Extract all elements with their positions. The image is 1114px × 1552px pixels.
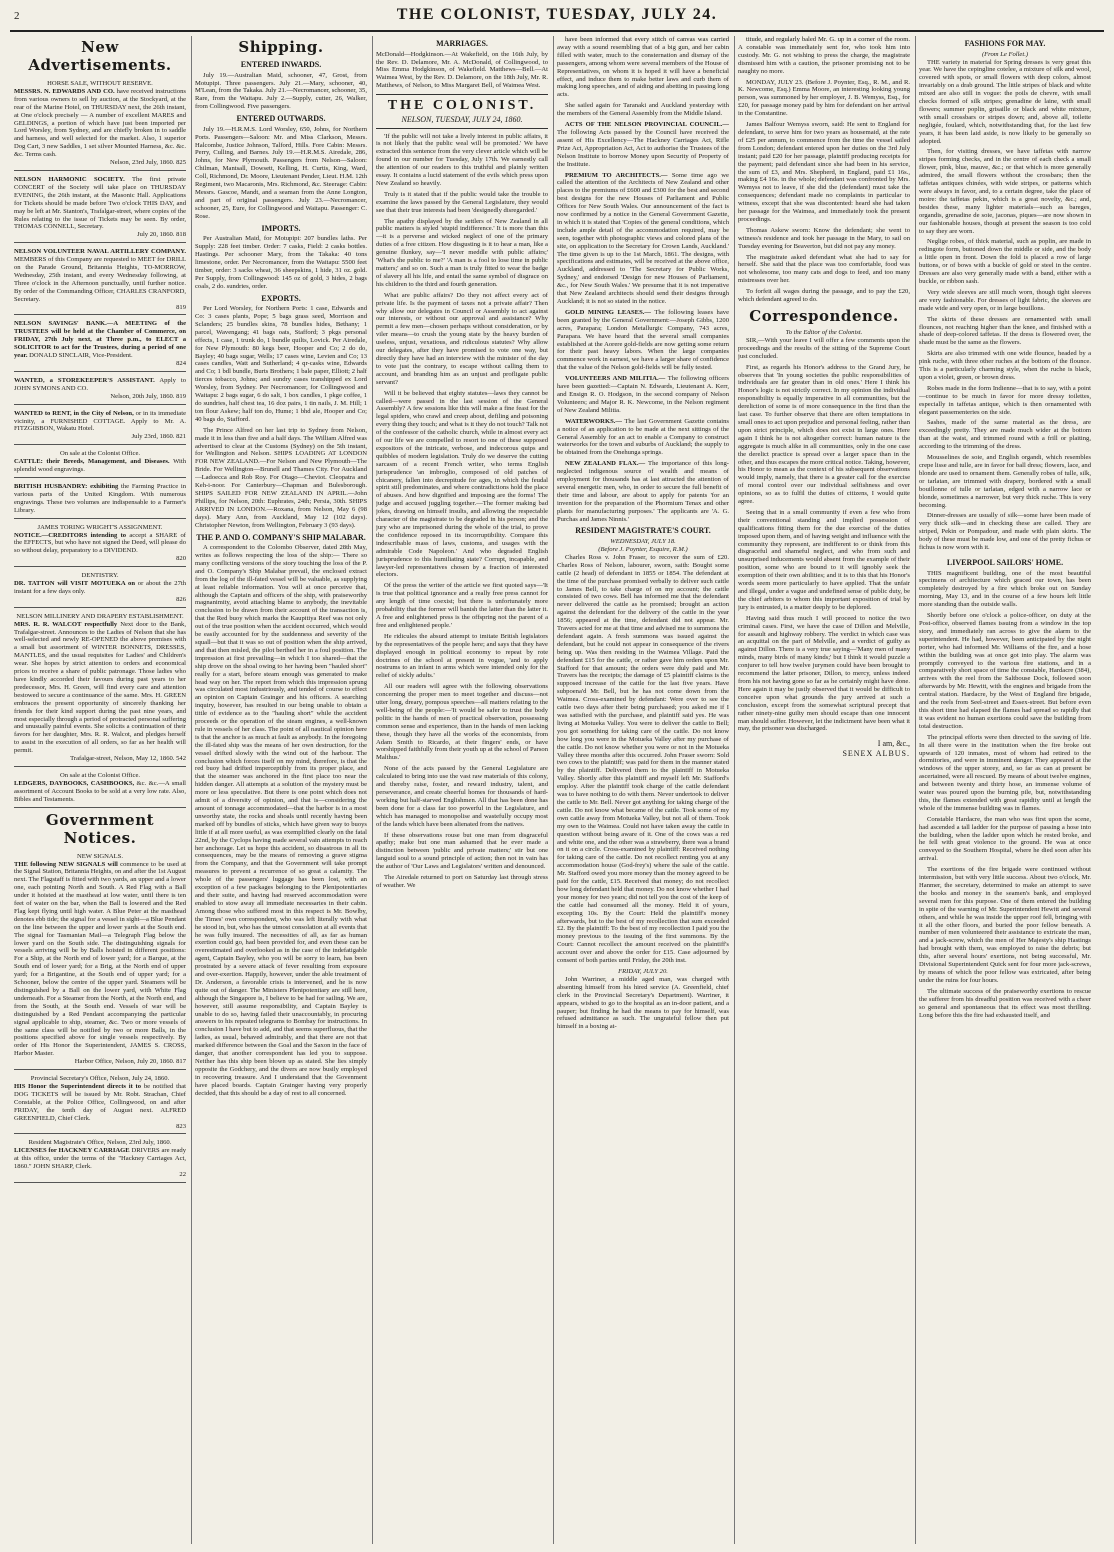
- column-shipping: [195, 36, 367, 1544]
- advertisement: [14, 174, 186, 243]
- ad-text: [14, 88, 186, 159]
- news-item-text: She sailed again for Taranaki and Auckland yesterday with the members of the General Assembly from the Middle Island.: [557, 102, 729, 118]
- ad-text: [14, 458, 186, 474]
- fashion-paragraph: THE variety in material for Spring dresses is very great this year. We have the cepingline cotelee, a mixture of silk and wool, covered with spots, or small flowers with deep colors, almost invariably on a drab ground. The little stripes of black and white mixed are also still in vogue: the poils de chevre, with small checks formed of silk stripes; grenadine de laine, with small flowers; summer poplin, grisaille or black and white mixture, with small crossbars or stripes down; and, above all, toilette negligée, foulard, which, notwithstanding that, for the last few years, it has been laid aside, is now likely to be generally so adopted.: [919, 58, 1091, 145]
- news-item-text: The following leases have been granted by the General Government:—Joseph Gibbs, 1200 acres, Parapara; London Metallurgic Company, 743 acres, Parapara. We have heard that the several small companies established at the Aorere gold-fields are now getting some return for their past heavy labors. When the large companies commence work in earnest, we have a larger share of confidence that the value of the Nelson gold-fields will be fully tested.: [557, 308, 729, 372]
- ad-title: DENTISTRY.: [81, 572, 119, 580]
- news-paragraph: [557, 460, 729, 523]
- news-item-text: have been informed that every stitch of canvas was carried away with a sound resembling that of a big gun, and her cabin filled with water, much to the consternation and dismay of the passengers, among whom were several members of the House of Representatives, on whom it is hoped it will have a beneficial effect, and induce them to make better laws and curb them of making long speeches, and of aiding and abetting in passing long acts.: [557, 36, 729, 99]
- ad-signoff: 824: [176, 360, 186, 367]
- ad-text: [14, 532, 186, 556]
- ad-body: Next door to the Bank, Trafalgar-street. Announces to the Ladies of Nelson that she has well-selected and newly RE-OPENED the above premises with a small but assortment of WINTER BONNETS, DRESSES, MANTLES, and the usual requisites for Ladies' and Children's wear. She hopes by strict attention to orders and economical prices to receive a share of public patronage. Those ladies who have kindly accorded their favours during past years to her predecessor, Mrs. H. Green, will find every care and attention bestowed to secure a continuance of the same. Mrs. H. GREEN embraces the present opportunity of sincerely thanking her friends for their kind support during the past nine years, and most especially through a period of protracted personal suffering and unusually painful events. She solicits a continuation of their favors for her daughter, Mrs. R. R. Walcot, and pledges herself to assist in the execution of all orders, so far as her health will permit.: [14, 620, 186, 755]
- ad-signoff: 819: [176, 303, 186, 311]
- advertisement: [14, 448, 186, 478]
- ad-body: MEMBERS of this Company are requested to MEET for DRILL on the Parade Ground, Britannia Heights, TO-MORROW, Wednesday, 25th instant, and every Wednesday following, at Three o'clock in the Afternoon punctually, until further notice. By order of the Commanding Officer, CHARLES CRANFORD, Secretary.: [14, 256, 186, 303]
- ad-signoff: 823: [176, 1122, 186, 1130]
- newspaper-title: THE COLONIST, TUESDAY, JULY 24.: [396, 6, 718, 23]
- editorial-paragraph: Will it be believed that eighty statutes—laws they cannot be called—were passed in the last session of the General Assembly? A few sessions like this will make a fine feast for the legal spiders, who crawl and creep about, defiling and poisoning every thing they touch; and what is it they do not touch? Talk not of the confessor of the catholic church, while in almost every act of our life we are compelled to resort to one of these supposed expositors of the intricate, verbose, and indecorous quips and quibbles of modern legislation. Truly do we deserve the cutting sarcasm of a recent French writer, who terms English jurisprudence 'an imbroglio, composed of old patches of chicanery, fallen into decrepitude for ages, in which the feudal spirit still predominates, and where contradictions hold the place of abuses. And how dignified and imposing are the forms! The judge and accused juggling together.—The former making bad jokes, drawing on himself insults, and allowing the respectable character of the magistrate to be degraded in his person; and the jury who are imprisoned during the whole of the trial, to prove the confidence reposed in its incorruptibility. Compare this indescribable mass of laws, customs, and usages with the admirable Code Napoleon.' And who degraded English jurisprudence to this humiliating state? Corrupt, incapable, and lawyer-led representatives chosen by a fraction of interested electors.: [376, 389, 548, 579]
- court-report: Charles Ross v. John Fraser, to recover the sum of £20. Charles Ross of Nelson, labourer, sworn, saith: Bought some cattle (2 head) of defendant in 1855 or 1854. The defendant at the time of the purchase promised verbally to deliver such cattle to James Bell, to take charge of on my account; the cattle consisted of two cows. Bell has informed me that the defendant never delivered the cattle as he promised; brought an action against the defendant for the delivery of the cattle in the year 1856; appeared at the time, defendant did not appear. Mr. Travers acted for me at that time and advised me to summons the defendant again. A fresh summons was issued against the defendant, but he could not appear in consequence of the rivers being up. Was then residing in the Waimea Village. Paid the defendant £15 for the cattle, or rather gave him orders upon Mr. Stafford for that amount; the orders were duly paid and Mr. Travers has the receipts; the damage of £5 plaintiff claims is the supposed increase of the cattle for the last five years. Have subpoena'd Mr. Bell, but he has not come down from the Waimea. Cross-examined by defendant: Were over to see the cattle two days after their being purchased; you asked me if I was satisfied with the purchase, and plaintiff said yes. He was living at Motueka Valley. You were to deliver the cattle to Bell; you got something for taking care of the cattle. Do not know how long you were in the Motueka Valley after my purchase of the cattle. Do not know whether you were or not in the Motueka Valley three months after this occurred. John Fraser sworn: Sold two cows to the plaintiff; was paid for them in the manner stated by the plaintiff. Delivered them to the plaintiff in Motueka Valley. Shortly after this plaintiff and myself left Mr. Stafford's employ. After the plaintiff took charge of the cattle defendant was to have nothing to do with them. Never undertook to deliver the cattle to Mr. Bell. Never got anything for taking charge of the cattle. Do not know what became of the cattle. Took some of my own cattle away from Motueka Valley, but not all of them. Took my own to the Waimea. Could not have taken away the cattle in question without being aware of it. One of the cows was a red and white one, and the other was a strawberry, there was a brand on it on a circle. Cross-examined by plaintiff: Received nothing for taking care of the cattle. Do not recollect renting you at any accommodation house (God-frey's) where the sale of the cattle. Mr. Stafford owed you more money than the money agreed to be paid for the cattle, £15. Received that money; do not recollect how long defendant held that money. Do not know whether I had your money for two years; did not tell you the cost of the keep of the cattle had consumed all the money. Held it of yours, excepting 10s. By the Court: Held the plaintiff's money afterwards, but to the best of my recollection that sum exceeded £2. By the plaintiff: To the best of my recollection I paid you the money previous to the issuing of the first summons. By the Court: Cannot recollect the amount received on the plaintiff's account over and above the order for £15. Case adjourned by consent of both parties until Friday, the 20th inst.: [557, 553, 729, 965]
- ad-title: Provincial Secretary's Office, Nelson, July 24, 1860.: [30, 1075, 170, 1083]
- fashion-paragraph: Neglige robes, of thick material, such as poplin, are made in redingote form, buttoned down the middle or side, and the body a little open in front. Down the fold is placed a row of large buttons, or of bows with a buckle of gold or steel in the centre. Dresses are also very generally made with a band, either with a buckle, or ribbon sash.: [919, 238, 1091, 285]
- advertisement: [14, 611, 186, 767]
- court-continued: [738, 36, 910, 304]
- court-date: WEDNESDAY, JULY 18.: [610, 538, 676, 546]
- ad-lead: WANTED to RENT, in the City of Nelson,: [14, 409, 134, 417]
- fashion-paragraph: Then, for visiting dresses, we have taffetas with narrow stripes forming checks, and in the centre of each check a small flower, pink, blue, mauve, &c.; or that which is more generally admired, the small flowers without the crossbars; then the taffetas antiques chinées, with wide stripes, or patterns which were always in favor, and, to a certain degree, take the place of moire: the taffetas pekin, which is a great novelty, &c.; and, besides these, many lighter materials—such as bareges, organdis, grenadine de soie, jaconas, piques—are now shown in our fashionable houses, though at present the season is too cold to say they are worn.: [919, 148, 1091, 235]
- news-paragraph: [557, 375, 729, 415]
- advertisement: [14, 481, 186, 519]
- letter-signature: [738, 739, 910, 758]
- editorial-paragraph: Of the press the writer of the article we first quoted says—'It is true that political ignorance and a really free press cannot for any length of time coexist; but there is unfortunately more probability that the former will banish the latter than the latter it. A free and enlightened press is the offspring not the parent of a free and enlightened people.': [376, 582, 548, 629]
- court-friday-report: John Warriner, a middle aged man, was charged with absenting himself from his hired service (A. Greenfield, chief clerk in the Provincial Secretary's Department). Warriner, it appears, wished to go to the hospital as an in-door patient, and a pauper; but finding he had the means to pay for himself, was refused admittance as such. The ungrateful fellow then put himself in a boxing at-: [557, 975, 729, 1031]
- letter-paragraph: Seeing that in a small community if even a few who from their conventional standing and implied possession of qualifications fitting them for the due exercise of the duties imposed upon them, and of having weight and influence with the community they represent, are indifferent to or think from this disgraceful and shameful neglect, and who from such and unsurprised inducements would absent from the example of their position, some who are bound to it will ignobly seek the exemption of their own abilities; and it is to this that his Honor's words seem more particularly to have applied. That the unfair and illegal, under a vague and undefined sense of public duty, be the chief arbiters to whom this important exposition of trial by jury is entrusted, is a matter deeply to be deplored.: [738, 508, 910, 611]
- shipping-subheading: IMPORTS.: [261, 223, 301, 233]
- column-court-correspondence: [738, 36, 910, 1544]
- ad-body: or in its immediate vicinity, a FURNISHED COTTAGE. Apply to Mr. A. FITZGIBBON, Wakatu Hotel.: [14, 409, 186, 433]
- ad-title: Resident Magistrate's Office, Nelson, 23rd July, 1860.: [28, 1139, 172, 1147]
- fashion-article: [919, 59, 1091, 552]
- shipping-paragraph: Per Australian Maid, for Motupipi: 207 bundles laths. Per Supply: 228 feet timber. Order: 7 casks, Field: 2 casks bottles. Hastings. Per schooner Mary, from the Takaka: 40 tons limestone, order. Per Necromancer, from the Waitapu: 5500 feet timber, order: 3 sacks wheat, 36 sheepskins, 1 hide, 31 oz. gold. Per Supply, from Collingwood: 145 oz of gold, 3 hides, 2 bags coals, 2 do. sundries, order.: [195, 235, 367, 290]
- ad-signoff: July 23rd, 1860. 821: [131, 433, 186, 441]
- ad-signoff: 826: [176, 595, 186, 603]
- editorial-body: [376, 133, 548, 890]
- ad-lead: NELSON SAVINGS' BANK.—A MEETING of the TRUSTEES will be held at the Chamber of Commerce, on FRIDAY, 27th July next, at Three p.m., to ELECT a SOLICITOR to act for the Trustees, during a period of one year.: [14, 320, 186, 360]
- editorial-paragraph: The Airedale returned to port on Saturday last through stress of weather. We: [376, 874, 548, 889]
- ad-body: The first private CONCERT of the Society will take place on THURSDAY EVENING, the 26th instant, at the Masonic Hall. Applications for Tickets should be made before Two o'clock THIS DAY, and may be left at Mr. Stanton's, Trafalgar-street, where copies of the Rules relating to the issue of Tickets may be seen. By order, THOMAS CONNELL, Secretary.: [14, 175, 186, 231]
- ad-lead: MESSRS. N. EDWARDS AND CO.: [14, 87, 115, 95]
- editorial-paragraph: If these observations rouse but one man from disgraceful apathy; make but one man ashamed that he ever made a distinction between 'public and private matters;' stir but one languid soul to a sound principle of action; then not in vain has the author of 'Our Laws and Legislators' written and denounced.: [376, 831, 548, 871]
- advertisement: [14, 1137, 186, 1183]
- ad-text: [14, 410, 186, 434]
- column-rule: [553, 36, 554, 1544]
- news-item-text: The following Acts passed by the Council have received the assent of His Excellency—The Hackney Carriages Act, Rifle Prize Act, Appropriation Act, Act to authorise the Trustees of the Nelson Institute to borrow Money upon Security of Property of the Institute.: [557, 128, 729, 168]
- advertisement: [14, 375, 186, 405]
- ad-signoff: Harbor Office, Nelson, July 20, 1860. 817: [74, 1058, 186, 1066]
- news-item-heading: PREMIUM TO ARCHITECTS.—: [565, 171, 668, 179]
- column-rule: [915, 36, 916, 1544]
- editorial-paragraph: What are public affairs? Do they not affect every act of private life. Is the payment of taxes not a private affair? Then why allow our delegates in Council or Assembly to act against our interests, or without our approval and assistance? Why permit a few men—chosen perhaps without consideration, or by viler means—to crush the young state by the heavy burden of useless, unjust, vexatious, and ridiculous statutes? Why allow our delegates, after they have promised to vote one way, but directly they have had an interview with the minister of the day to vote just the contrary, to escape without calling them to account, and branding him as an unjust and profligate public servant?: [376, 291, 548, 386]
- shipping-paragraph: July 19.—H.R.M.S. Lord Worsley, 650, Johns, for Northern Ports. Passengers—Saloon: Mr. and Miss Clarkson, Messrs. Halcombe, Justice Johnson, Talford, Hills. Fore Cabin: Messrs. Perry, Culling, and Barnes. July 19.—H.R.M.S. Airedale, 286, Johns, for New Plymouth. Passengers from Nelson—Saloon: Chilman, Mantsall, Dowsett, Kelling, H. Curtis, King, Ward, Coll, Richmond, Dr. Moore, Lieutenant Pender, Lieut. H.M. 12th Regiment, two Macaronis, Mrs. Richmond, &c. Steerage: Cabin: Messrs. Gascoe, Mandt, and a seaman from the Anne Longton, and part of original passengers. July 23.—Necromancer, schooner, 25, Eure, for Collingwood and Waitapu. Passenger: C. Rose.: [195, 125, 367, 220]
- news-item-text: The following officers have been gazetted:—Captain N. Edwards, Lieutenant A. Kerr, and Ensign R. O. Hodgson, in the second company of Nelson Volunteers; and Major R. K. Newcome, in the Nelson regiment of New Zealand Militia.: [557, 375, 729, 414]
- ad-lead: LICENSES for HACKNEY CARRIAGE: [14, 1147, 130, 1155]
- ad-signoff: 22: [179, 1171, 186, 1179]
- ad-lead: WANTED, a STOREKEEPER'S ASSISTANT.: [14, 376, 155, 384]
- home-paragraph: Shortly before one o'clock a police-officer, on duty at the Post-office, observed flames issuing from a window in the top story, and immediately ran across to give the alarm to the superintendent. He had, however, been anticipated by the night porter, who had informed Mr. Williams of the fire, and a hose within the building was at once got into play. The alarm was promptly conveyed to the various fire stations, and in a comparatively short space of time the constable, Hardacre (384), arrives with the reel from the Saltbouse Dock, followed soon afterwards by Mr. Hewitt, with the engines and brigade from the central station. Hardacre, by the West of England fire brigade, and the reels from Seel-street and Essex-street. But before even this short time had elapsed the flames had spread so rapidly that it was evident no human exertions could save the building from total destruction.: [919, 612, 1091, 730]
- ad-title: On sale at the Colonist Office.: [59, 771, 141, 779]
- ad-signoff: 820: [176, 555, 186, 563]
- shipping-paragraph: July 19.—Australian Maid, schooner, 47, Grost, from Motupipi. Three passengers. July 21.—Mary, schooner, 40, M'Lean, from the Takaka. July 21.—Necromancer, schooner, 35, Rare, from the Waitapu. July 2.—Supply, cutter, 26, Walker, from Collingwood. Five passengers.: [195, 71, 367, 111]
- ad-signoff: Nelson, 20th July, 1860. 819: [110, 392, 186, 400]
- ad-title: NEW SIGNALS.: [76, 852, 124, 860]
- shipping-paragraph: A correspondent to the Colombo Observer, dated 28th May, writes as follows respecting the loss of the ship:— There so many conflicting versions of the story touching the loss of the P. and O. Company's Ship Malabar prevail, the enclosed extract from the log of the ill-fated vessel will be valuable, as supplying at least reliable information. You will at once perceive that, although the Captain and officers of the ship, with praiseworthy magnanimity, avoid attaching blame to anybody, the inevitable conclusion to be drawn from their account of the transaction is, that the Red buoy which marks the Kaupitiya Reef was not only out of the true position when the accident occurred, which would be easily accounted for by the suddenness and severity of the squall—but that it was so out of position when the ship arrived, and that then misled, the pilot berthed her in a foul position. The impression at first prevailing—in which I too shared—that the ship drove on the shoal owing to her having been "hauled short" really for a start, before steam enough was generated to make head way on her. The report from which this impression sprung was circulated most industriously, and tended of course to effect an opinion on Captain Grainger and his officers. A searching inquiry, however, has resulted in our being unable to obtain a tittle of evidence as to the "hauling short" while the accident proceeds or the operation of the steam engines, a well-known rule in vessels of her class. The point of all nautical opinion here is that the anchor is as much at fault as anybody. In the foregoing the ill-fated ship was the means of her own destruction, for the vessel drifted slowly with the wind out of the harbour. The conclusion which forces itself on my mind, therefore, is that the red buoy had drifted imperceptibly from its proper place, and that the steamer was anchored in the first place too near the hidden danger. All attempts at a solution of the mystery must be more or less speculative. But there is one point which does not admit of a diversity of opinion, and that is—considering the amount of tonnage accommodated—that the harbor is in a most unworthy state, the rocks and shoals until recently having been marked off by bundles of sticks, which have given way to buoys little if at all more useful, as was exemplified clearly on the fatal 22nd, by the Cyclops having made several vain attempts to reach her anchorage. Let us hope this accident, so disastrous in all its consequences, may be the means of removing a grave stigma from the Company, and that the Government will take prompt measures to prevent a recurrence of so great a calamity. The whole of the passengers' luggage has been lost, with an exception of a few packages belonging to the Plenipotentiaries and their suite, and having had reserved accommodation were enabled to stow away all immediate necessaries in their cabin. Among those who suffered most in this respect is Mr. Bowlby, the Times' own correspondent, who was left literally with what he stood in, but, who has the utmost consolation at all events that he was fully insured. The necessities of all, as far as human exertion could go, had been provided for, and even these can be overestimated and overlooked as in the case of the indefatigable agent, Captain Bayley, who you will be sorry to learn, has been prostrated by a severe attack of fever resulting from exposure and over-exertion. Happily, however, under the able treatment of Dr. Anderson, a favorable crisis is intervened, and he is now quite out of danger. The Ministers Plenipotentiary are still here, although the Singapore is, I believe to be had for sailing. We are, however, still assume responsibility, and Captain Bayley is unable to do so, having failed their unaccountably, in procuring answers to his repeated telegrams to Bombay for instructions. In conclusion I have but to add, and that seems superfluous, that the ladies, as usual, behaved admirably, and that there are not that marked difference between the Goal and the Saxon in the face of danger, that another correspondent has led you to suppose. Neither has this ship been blown up as stated. She lies simply opposite the Godchery, and the divers are now busily employed in recovering treasure. And I understand that the Govenment have placed boards. Captain Grainger having very properly decided, that this should be a day of rest to all concerned.: [195, 544, 367, 1097]
- advertisement: [14, 246, 186, 315]
- ad-body: be notified that DOG TICKETS will be issued by Mr. Robt. Strachan, Chief Constable, at the Police Office, Collingwood, on and after FRIDAY, the tenth day of August next. ALFRED GREENFIELD, Chief Clerk.: [14, 1082, 186, 1122]
- ad-lead: NOTICE.—CREDITORS intending to: [14, 531, 127, 539]
- advertisement: [14, 770, 186, 808]
- ad-text: [14, 1083, 186, 1123]
- court-paragraph: James Balfour Wemyss sworn, said: He sent to England for defendant, to serve him for two years as housemaid, at the rate of £25 per annum, to commence from the time the vessel sailed from London; defendant entered upon her duties on the 3rd July instant; paid £20 for her passage, plaintiff producing receipts for the payment; paid defendant since she had been in his service, the sum of £3, and Mrs. Shepherd, in England, paid £1 16s., making £4 16s. in the whole; defendant was confronted by Mrs. Wemyss not to leave, if she did the (defendant) must take the consequences; defendant made no complaints in particular to witness, except that she was discontented: heard she had taken her passage for the Waimea, and immediately took the present proceedings.: [738, 121, 910, 223]
- news-item-text: The importance of this long-neglected indigenous source of wealth and means of employment for thousands has at last attracted the attention of several energetic men, who, in order to secure the full benefit of their time and labour, are about to apply for patents 'for an invention for the preparation of the Phormium Tenax and other plants for manufacturing purposes.' The applicants are 'A. G. Purchas and James Ninnis.': [557, 460, 729, 523]
- ad-body: DRIVERS are ready at this office, under the terms of the "Hackney Carriages Act, 1860." JOHN SHARP, Clerk.: [14, 1147, 186, 1171]
- section-heading-government-notices: Government Notices.: [45, 810, 155, 847]
- shipping-news: [195, 60, 367, 1098]
- news-item-text: Some time ago we called the attention of the Architects of New Zealand and other places to the premiums of £600 and £300 for the best and second best designs for the new Houses of Parliament and Public Offices for New South Wales. Our announcement of the fact is now confirmed by a notice in the General Government Gazette, in which it is stated that 'Copies of the general conditions, which include ample detail of the accommodation required, may be seen, together with photographic views and colored plans of the site, on application to the Secretary for Crown Lands, Auckland.' The time given is up to the 1st March, 1861. The designs, with specifications and estimates, will be received at the above office, Auckland, addressed to 'The Secretary for Public Works, Sydney,' and endorsed 'Design for new Houses of Parliament, &c., for New South Wales.' We presume that it is not imperative that New Zealand architects should send their designs through Auckland; it is not so stated in the notice.: [557, 171, 729, 305]
- ad-signoff: Trafalgar-street, Nelson, May 12, 1860. 542: [70, 755, 186, 763]
- home-paragraph: The principal efforts were then directed to the saving of life. In all there were in the institution when the fire broke out upwards of 120 inmates, most of whom had retired to the dormitories, and were in imminent danger. They appeared at the windows of the upper storey, and, so far as can at present be ascertained, were all rescued. By means of about twelve engines, and between twenty and thirty hose, an immense volume of water was poured upon the burning pile, but, notwithstanding this, the flames extended with great rapidity until at length the whole of the immense building was in flames.: [919, 733, 1091, 812]
- advertisement: [14, 78, 186, 171]
- home-paragraph: The ultimate success of the praiseworthy exertions to rescue the sufferer from his dreadful position was received with a cheer so general and spontaneous that its effect was most thrilling. Long before this the fire had exhausted itself, and: [919, 987, 1091, 1019]
- ad-lead: MRS. R. R. WALCOT respectfully: [14, 620, 118, 628]
- fashion-paragraph: Dinner-dresses are usually of silk—some have been made of very thick silk—and in checking these are called. They are striped, Pekin or Pompadour, and made with plain skirts. The body of these must be made low, and one of the pretty fichus or fichus is now worn with it.: [919, 512, 1091, 552]
- ad-signoff: Nelson, 23rd July, 1860. 825: [110, 159, 186, 167]
- fashion-heading: FASHIONS FOR MAY.: [964, 39, 1046, 48]
- ad-body: have received instructions from various owners to sell by auction, at the Stockyard, at the rear of the Marine Hotel, on THURSDAY next, the 26th instant, at One o'clock precisely — A number of excellent MARES and GELDINGS, a portion of which have just been imported per Lord Worsley, from Sydney, and are chiefly broken in to saddle and harness, and well selected for the market. Also, 1 superior Dog Cart, 3 new Saddles, 1 set silver Mounted Harness, &c. &c. &c. Terms cash.: [14, 87, 186, 159]
- fashion-paragraph: Robes made in the form Indienne—that is to say, with a point—continue to be much in favor for more dressy toilettes, especially in taffetas antique, which is then ornamented with elegant passementeries on the side.: [919, 384, 1091, 416]
- ad-signoff: July 20, 1860. 818: [137, 231, 186, 239]
- advertisement: [14, 851, 186, 1070]
- ad-body: the Farming Practice in various parts of the United Kingdom. With numerous engravings. These two volumes are indispensable to a Farmer's Library.: [14, 482, 186, 514]
- ad-lead: THE following NEW SIGNALS will: [14, 860, 118, 868]
- ad-lead: LEDGERS, DAYBOOKS, CASHBOOKS,: [14, 779, 135, 787]
- shipping-subheading: ENTERED OUTWARDS.: [236, 114, 326, 124]
- news-paragraph: [557, 121, 729, 168]
- ad-text: [14, 248, 186, 303]
- column-rule: [734, 36, 735, 1544]
- editorial-paragraph: All our readers will agree with the following observations concerning the proper men to meet together and discuss—not utter long, dreary, pompous speeches—all matters relating to the well-being of the people:—'It would be safer to trust the body politic in the hands of men of practical observation, possessing common sense and experience, than in the hands of men lacking these, though they have all the works of the economists, from Adam Smith to Ricardo, at their fingers' ends, or have worshipped faithfully from their youth up at the school of Parson Malthus.': [376, 683, 548, 762]
- editorial-dateline: NELSON, TUESDAY, JULY 24, 1860.: [401, 114, 523, 124]
- advertisement: [14, 318, 186, 371]
- ad-title: JAMES TORING WRIGHT'S ASSIGNMENT.: [37, 523, 163, 531]
- ad-text: [14, 621, 186, 755]
- advertisement: [14, 1073, 186, 1134]
- editorial-paragraph: The apathy displayed by the settlers of New Zealand in all public matters is styled 'stupid indifference.' It is more than this—it is a perverse and wicked neglect of one of the primary duties of a free citizen. How disgusting is it to hear a man, like a genuine flunkey, say—'I never meddle with public affairs;' 'What's the public to me?' 'A man is a fool to lose time in public matters;' and so on. Such a man is truly fitted to wear the badge of slavery all his life, and entail the same symbol of disgrace on his children to the third and fourth generation.: [376, 217, 548, 288]
- court-paragraph: titude, and regularly baled Mr. G. up in a corner of the room. A constable was immediately sent for, who took him into custody. Mr. G. not wishing to press the charge, the magistrate dismissed him with a caution, the prisoner promising not to be naughty no more.: [738, 36, 910, 75]
- court-paragraph: To forfeit all wages during the passage, and to pay the £20, which defendant agreed to do.: [738, 288, 910, 304]
- ad-text: [14, 1147, 186, 1171]
- column-fashions-liverpool: [919, 36, 1091, 1544]
- ad-body: or about the 27th instant for a few days only.: [14, 580, 186, 595]
- court-friday-heading: FRIDAY, JULY 20.: [618, 968, 668, 975]
- shipping-paragraph: The Prince Alfred on her last trip to Sydney from Nelson, made it in less than five and a half days. The William Alfred was advertised to clear at the Customs (Sydney) on the 5th instant, for Wellington and Nelson. SHIPS LOADING AT LONDON FOR NEW ZEALAND.—For Nelson and New Plymouth—The Bride. For Wellington—Brunell and Thames City. For Auckland—Ladoecca and Rob Roy. For Otago—Cheviot. Cleopatra and Keh-i-noor. For Canterbury—Chapman and Bulesborough. SHIPS SAILED FOR NEW ZEALAND IN APRIL.—John Phillips, for Nelson, 20th: Euphrates, 24th; Persia, 30th. SHIPS ARRIVED IN LONDON.—Roxana, from Nelson, May 6 (98 days). Mary Ann, from Auckland, May 12 (102 days). Christopher Newton, from Wellington, February 3 (93 days).: [195, 426, 367, 529]
- advertisement: [14, 408, 186, 446]
- ad-lead: HIS Honor the Superintendent directs it to: [14, 1082, 142, 1090]
- ad-lead: CATTLE: their Breeds, Management, and Diseases.: [14, 458, 170, 466]
- editorial-paragraph: He ridicules the absurd attempt to imitate British legislators by the representatives of the people here; and says that they have displayed enough in political economy to repeat by rote doctrines of the school at present in vogue, 'and to apply nostrums to an infant in arms which were intended only for the relief of sickly adults.': [376, 632, 548, 680]
- advertisement: [14, 570, 186, 608]
- ad-body: With splendid wood engravings.: [14, 458, 186, 474]
- news-item-heading: VOLUNTEERS AND MILITIA.—: [565, 375, 666, 383]
- ad-body: &c. &c.—A small assortment of Account Books to be sold at a very low rate. Also, Bibles and Testaments.: [14, 779, 186, 803]
- ad-lead: NELSON VOLUNTEER NAVAL ARTILLERY COMPANY.: [14, 248, 186, 256]
- fashion-source: (From Le Follet.): [981, 50, 1029, 58]
- fashion-paragraph: Sashes, made of the same material as the dress, are exceedingly pretty. They are made much wider at the bottom than at the waist, and trimmed round with a frill or plaiting, according to the trimming of the dress.: [919, 419, 1091, 451]
- shipping-subheading: THE P. AND O. COMPANY'S SHIP MALABAR.: [196, 532, 366, 542]
- masthead-rule: [10, 30, 1104, 32]
- shipping-paragraph: Per Lord Worsley, for Northern Ports: 1 case, Edwards and Co: 3 cases plants, Pope; 5 bags grass seed, Morrison and Sclanders; 25 bundles skins, 78 bundles hides, Bethany; 1 parcel, Wavengang; 41 bags oats, Stafford; 3 pkgs personal effects, 1 case, 1 trunk do, 1 bundle quilts, Lovick. Per Airedale, for New Plymouth: 80 kegs beer, Hooper and Co; 2 do do, Bayley; 40 bags sugar, Wells; 17 cases wine, Levien and Co; 13 cases candles, Watt and Sutherland; 4 qr-casks wine, Edwards and Co; 1 bdl bundle, Burts Brothers; 1 bale paper, Elliott; 2 half tierces tobacco, Johns; and sundry cases transhipped ex Lord Worsley, from Sydney. Per Necromancer, for Collingwood and Waitapu: 2 bags sugar, 6 do salt, 1 box candles, 1 pkge coffee, 1 do sundries, half chest tea, 16 doz pairs, 1 tin nails, J. M. Hill; 1 ton flour Askew; half ton do, Hume; 1 bhd ale, Hooper and Co; 40 bags do, Stafford.: [195, 305, 367, 423]
- marriages-notice: McDonald—Hodgkinson.—At Wakefield, on the 16th July, by the Rev. D. Delamore, Mr. A. McDonald, of Collingwood, to Miss Emma Hodgkinson, of Wakefield. Matthews—Bell.—At Waimea West, by the Rev. D. Delamore, on the 18th July, Mr. R. Matthews, of Nelson, to Miss Margaret Bell, of Waimea West.: [376, 50, 548, 90]
- ad-body: commence to be used at the Signal Station, Britannia Heights, on and after the 1st August next. The Flagstaff is fitted with two yards, an upper and a lower one, each pointing North and South. A Red Flag with a Ball under it hoisted at the masthead at low water, until there is ten feet of water on the bar, when the Ball is lowered and the Red Flag kept flying until high water. A Blue Peter at the masthead denotes ebb tide; the signal for a vessel in sight—a Blue Pendant on the line between the upper and lower yards at the South end. The signal for Tasmanian Mail—a Telegraph Flag below the lower yard on the South side. The distinguishing signals for vessels arriving will be by Balls hoisted in different positions: For a Ship, at the North end of lower yard; for a Barque, at the South end of lower yard; for a Brig, at the North end of upper yard; for a Brigantine, at the South end of upper yard; for a Schooner, below the centre of the upper yard. Steamers will be distinguished by a Ball on the lower yard, with White Flag underneath. For a Steamer from the North, at the North end, and from the South, at the South end. Vessels of war will be distinguished by a Red Pendant accompanying the particular signal applicable to ship, steamer, &c. Two or more vessels of the same class will be notified by two or more Balls, in the positions specified above for single vessels respectively. By order of His Honor the Superintendent, JAMES S. CROSS, Harbor Master.: [14, 860, 186, 1058]
- ad-title: HORSE SALE, WITHOUT RESERVE.: [47, 80, 153, 87]
- column-local-news: [557, 36, 729, 1544]
- marriages-heading: MARRIAGES.: [436, 39, 488, 48]
- ad-text: [14, 780, 186, 804]
- news-item-heading: WATERWORKS.—: [565, 417, 622, 425]
- government-notice-list: [14, 851, 186, 1183]
- editorial-paragraph: None of the acts passed by the General Legislature are calculated to bring into use the vast raw materials of this colony, and thereby raise, foster, and reward industry, talent, and perseverance, and create cheerful homes for thousands of hard-working but half-starved Englishmen. All that has been done has been done for a class far too powerful in the Legislature, and which has managed to monopolise and wastefully occupy most of the lands which have been alienated from the natives.: [376, 765, 548, 828]
- news-item-heading: GOLD MINING LEASES.—: [565, 308, 651, 316]
- fashion-paragraph: Skirts are also trimmed with one wide flounce, headed by a pink ruche, with three other ruches at the bottom of the flounce. This is a particularly charming style, when the ruche is black, upon a violet, green, or brown dress.: [919, 350, 1091, 381]
- editorial-paper-name: THE COLONIST.: [387, 98, 537, 114]
- fashion-paragraph: Mousselines de soie, and English organdi, which resembles crepe lisse and tulle, are in favor for ball dress; flowers, lace, and blonde are used to ornament them. Generally robes of tulle, silk, or tarlatan, are trimmed with drapery, bordered with a small bouillonne of tulle or tarlatan, edged with a narrow lace or blonde, sometimes a narrower, but very thick ruche. This is very becoming.: [919, 454, 1091, 509]
- advertisement: [14, 522, 186, 568]
- section-heading-new-advertisements: New Advertisements.: [28, 38, 172, 74]
- correspondence-salutation: To the Editor of the Colonist.: [785, 329, 863, 336]
- advertisement-list: [14, 78, 186, 808]
- signature-name: SENEX ALBUS.: [842, 748, 910, 758]
- court-paragraph: The magistrate asked defendant what she had to say for herself. She said that the place was too comfortable, food was not wholesome, too many cats and dogs to feed, and too many mistresses over her.: [738, 253, 910, 285]
- ad-lead: BRITISH HUSBANDRY: exhibiting: [14, 482, 119, 490]
- column-editorial: [376, 36, 548, 1544]
- editorial-paragraph: 'If the public will not take a lively interest in public affairs, it is not likely that the public weal will be promoted.' We have extracted this sentence from the very clever article which will be found in our number for Tuesday, July 17th. We earnestly call the attention of our readers to this truthful and plainly written essay. It contains a lucid statement of the evils which press upon New Zealand so heavily.: [376, 132, 548, 187]
- editorial-banner: [376, 94, 548, 128]
- shipping-subheading: ENTERED INWARDS.: [240, 60, 322, 69]
- liverpool-home-article: [919, 570, 1091, 1020]
- ad-body: Apply to JOHN SYMONS AND CO.: [14, 376, 186, 392]
- news-paragraph: [557, 172, 729, 306]
- ad-text: [14, 377, 186, 393]
- ad-body: accept a SHARE of the EFFECTS, but who have not signed the Deed, will please do so without delay, preparatory to a DIVIDEND.: [14, 531, 186, 555]
- news-paragraph: [557, 418, 729, 458]
- masthead: [10, 6, 1104, 28]
- ad-body: DONALD SINCLAIR, Vice-President.: [29, 352, 133, 360]
- ad-title: On sale at the Colonist Office.: [59, 450, 141, 458]
- ad-text: [14, 320, 186, 360]
- news-paragraph: [557, 36, 729, 99]
- ad-lead: DR. TATTON will VISIT MOTUEKA on: [14, 580, 136, 588]
- letter-paragraph: Having said thus much I will proceed to notice the two criminal cases. First, we have the case of Dillon and Melville, for assault and highway robbery. The verdict in which case was an acquittal on the part of Melville, and a verdict of guilty as against Dillon. There is a very true saying—'Many men of many minds, many birds of many kinds;' but I think it would puzzle a conjurer to tell how twelve jurymen could have been brought to recommend the latter prisoner, Dillon, to mercy, unless indeed from his not having gone so far as he certainly might have done. Here again it may be justly observed that it would be difficult to conceive upon what grounds the jury arrived at such a conclusion, except from the somewhat scriptural precept that rather ninety-nine guilty men should escape than one innocent man should suffer. However, let the indictment have been what it may, the prisoner was discharged.: [738, 614, 910, 733]
- news-item-heading: ACTS OF THE NELSON PROVINCIAL COUNCIL.—: [565, 121, 729, 129]
- fashion-paragraph: Very wide sleeves are still much worn, though tight sleeves are very fashionable. For dresses of light fabric, the sleeves are made wide and very open, or in large bouillons.: [919, 288, 1091, 312]
- fashion-paragraph: The skirts of these dresses are ornamented with small flounces, not reaching higher than the knee, and finished with a shade of deep-colored taffetas. If the dress is flowered over, the shade must be the same as the flowers.: [919, 315, 1091, 347]
- editorial-paragraph: Truly is it stated that if the public would take the trouble to examine the laws passed by the General Legislature, they would see that their true interests had been 'designedly disregarded.': [376, 190, 548, 214]
- column-rule: [191, 36, 192, 1544]
- correspondence-letter: [738, 337, 910, 733]
- local-news: [557, 36, 729, 523]
- section-heading-shipping: Shipping.: [238, 38, 324, 56]
- court-heading: RESIDENT MAGISTRATE'S COURT.: [575, 526, 711, 536]
- ad-text: [14, 861, 186, 1059]
- ad-title: NELSON MILLINERY AND DRAPERY ESTABLISHMENT.: [16, 612, 184, 620]
- ad-text: [14, 176, 186, 231]
- letter-paragraph: First, as regards his Honor's address to the Grand Jury, he observes that 'In young societies the public responsibilities of individuals are far greater than in old ones.' Here I think his Honor's logic is not strictly correct. In my opinion the individual responsibility is equally imperative in all communities, but the dereliction of some is of more consequence in the first than the last case. To further observe that there are often temptations in small ones to act upon prejudice and personal feeling, rather than upon strict principle, which does not exist in large ones. Here again I think he is not altogether correct: human nature is the aggregate is much alike in all communities, only in the one case the derelict practice is spread over a larger space than in the other, and thus escapes the more critical notice. Taking, however, his Honor to mean as the context of his subsequent observations would imply, namely, that there is a greater call for the exercise of moral control over our individual selfishness and over opinions, so as to fulfil the duties of citizens, I would quite agree.: [738, 363, 910, 506]
- shipping-subheading: EXPORTS.: [261, 293, 301, 303]
- news-paragraph: [557, 102, 729, 118]
- column-advertisements: [14, 36, 186, 1544]
- liverpool-home-heading: LIVERPOOL SAILORS' HOME.: [946, 557, 1064, 567]
- home-paragraph: Constable Hardacre, the man who was first upon the scene, had ascended a tall ladder for the purpose of passing a hose into the building, when the ladder upon which he rested broke, and he fell with great violence to the ground. He was at once conveyed to the Southern Hospital, where he died soon after his arrival.: [919, 815, 1091, 863]
- page-number: 2: [14, 10, 20, 22]
- court-bench: (Before J. Poynter, Esquire, R.M.): [598, 545, 688, 553]
- signature-closing: I am, &c.,: [877, 739, 910, 749]
- news-item-heading: NEW ZEALAND FLAX.—: [565, 460, 646, 468]
- court-paragraph: Thomas Askew sworn: Know the defendant; she went to witness's residence and took her passage in the Mary, to sail on Tuesday evening for Beaverton, but did not pay any money.: [738, 226, 910, 250]
- ad-lead: NELSON HARMONIC SOCIETY.: [14, 175, 125, 183]
- court-paragraph: MONDAY, JULY 23. (Before J. Poynter, Esq., R. M., and R. K. Newcome, Esq.) Emma Moore, an interesting looking young person, was summoned by her employer, J. B. Wemyss, Esq., for £20, for passage money paid by him for defendant on her arrival in the Constantine.: [738, 78, 910, 118]
- letter-paragraph: SIR,—With your leave I will offer a few comments upon the proceedings and the results of the sitting of the Supreme Court just concluded.: [738, 336, 910, 360]
- ad-text: [14, 483, 186, 515]
- section-heading-correspondence: Correspondence.: [749, 307, 899, 325]
- ad-text: [14, 580, 186, 596]
- home-paragraph: The exertions of the fire brigade were continued without intermission, but with very little success. About two o'clock, Mr. Hanmer, the secretary, determined to make an attempt to save the books and money in the seamen's bank, and employed several men for this purpose. One of them entered the building in spite of the warning of Mr. Superintendent Hewitt and several others, and while he was inside the upper roof fell, bringing with it all the other floors, and buried the poor fellow beneath. A number of men volunteered their assistance to extricate the man, and a jack-screw, which the men of Her Majesty's ship Hastings had brought with them, was employed to raise the debris; but this, after several hours' exertions, not being successful, Mr. Divisional Superintendent Quick sent for four more jack-screws, by means of which the poor fellow was extricated, after being under the ruins for four hours.: [919, 866, 1091, 984]
- column-rule: [372, 36, 373, 1544]
- home-paragraph: THIS magnificent building, one of the most beautiful specimens of architecture which graced our town, has been completely destroyed by a fire which broke out on Sunday morning, May 13, and in the course of a few hours left little more standing than the outside walls.: [919, 569, 1091, 609]
- news-item-text: The last Government Gazette contains a notice of an application to be made at the next sittings of the General Assembly for an act to enable a Company to construct waterworks for the town and suburbs of Auckland; the supply to be obtained from the Onehunga springs.: [557, 417, 729, 457]
- news-paragraph: [557, 309, 729, 372]
